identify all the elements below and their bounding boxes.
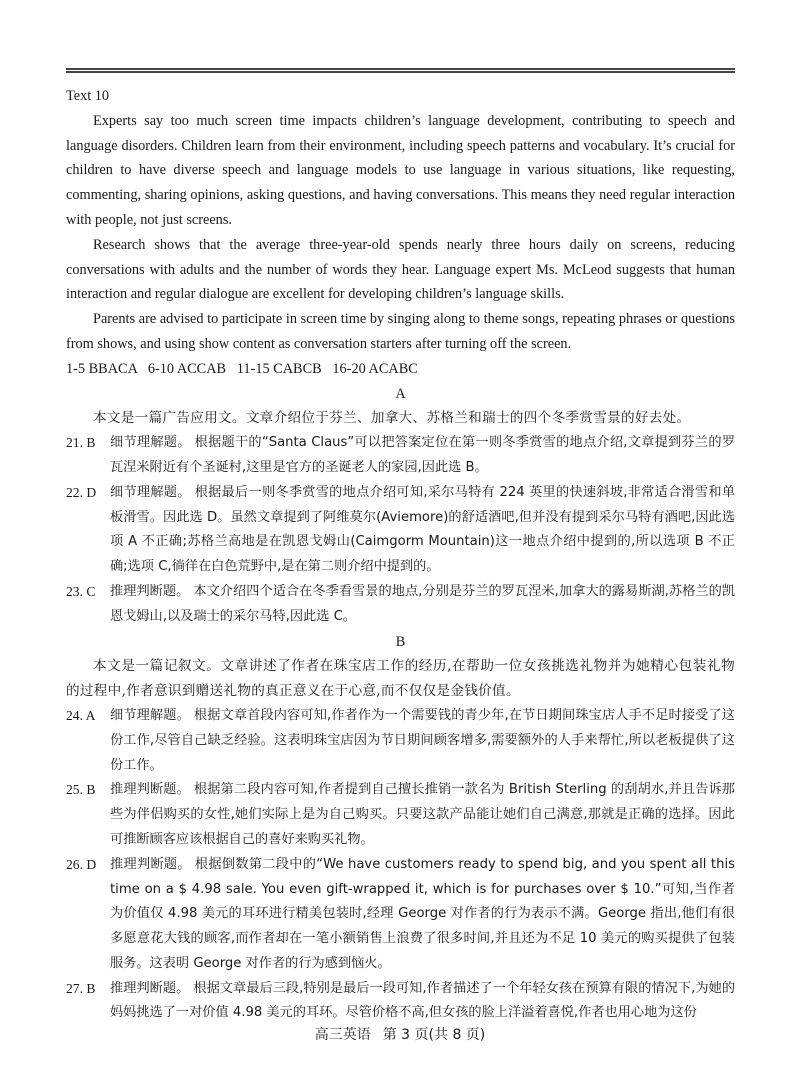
section-a-summary: 本文是一篇广告应用文。文章介绍位于芬兰、加拿大、苏格兰和瑞士的四个冬季赏雪景的好去处。 [93,410,691,427]
explanation-text: 根据最后一则冬季赏雪的地点介绍可知,采尔马特有 224 英里的快速斜坡,非常适合滑雪和单板滑雪。因此选 D。虽然文章提到了阿维莫尔(Aviemore)的舒适酒吧,但并没有提到采尔马特有酒吧,因此选项 A 不正确;苏格兰高地是在凯恩戈姆山(Caimgorm Mountain)这一地点介绍中提到的,所以选项 B 不正确;选项 C,徜徉在白色荒野中,是在第二则介绍中提到的。 [110,484,736,575]
answer-explanation [110,481,735,580]
answer-number: 21. B [66,435,96,451]
section-heading-b: B [395,633,406,650]
question-type: 细节理解题。 [110,484,191,500]
answer-item-21 [66,431,735,481]
answer-explanation [110,853,735,977]
explanation-text: 根据第二段内容可知,作者提到自己擅长推销一款名为 British Sterling 的刮胡水,并且告诉那些为伴侣购买的女性,她们实际上是为自己购买。只要这款产品能让她们自己满意,那就是正确的选择。因此可推断顾客应该根据自己的喜好来购买礼物。 [110,782,735,847]
explanation-text: 根据题干的“Santa Claus”可以把答案定位在第一则冬季赏雪的地点介绍,文章提到芬兰的罗瓦涅米附近有个圣诞村,这里是官方的圣诞老人的家园,因此选 B。 [110,435,736,475]
answer-item-27 [66,977,735,1027]
answer-item-26 [66,853,735,977]
answer-item-24 [66,704,735,778]
answer-number: 25. B [66,782,96,798]
answer-explanation [110,977,735,1027]
answer-item-22 [66,481,735,580]
page-footer [0,1024,800,1044]
explanation-text: 根据文章首段内容可知,作者作为一个需要钱的青少年,在节日期间珠宝店人手不足时接受了这份工作,尽管自己缺乏经验。这表明珠宝店因为节日期间顾客增多,需要额外的人手来帮忙,所以老板提供了这份工作。 [110,707,735,773]
question-type: 推理判断题。 [110,856,191,872]
answer-explanation [110,580,735,630]
explanation-text: 根据倒数第二段中的“We have customers ready to spend big, and you spent all this time on a $ 4.98 sale. You even gift-wrapped it, which is for purchases over $ 10.”可知,当作者为价值仅 4.98 美元的耳环进行精美包装时,经理 George 对作者的行为表示不满。George 指出,他们有很多愿意花大钱的顾客,而作者却在一笔小额销售上浪费了很多时间,并且还为不足 10 美元的购买提供了包装服务。这表明 George 对作者的行为感到恼火。 [110,856,735,971]
document-body [66,84,735,1026]
question-type: 推理判断题。 [110,583,190,599]
answer-item-25 [66,778,735,852]
explanation-text: 根据文章最后三段,特别是最后一段可知,作者描述了一个年轻女孩在预算有限的情况下,为她的妈妈挑选了一对价值 4.98 美元的耳环。尽管价格不高,但女孩的脸上洋溢着喜悦,作者也用心地为这份 [110,980,736,1021]
explanation-text: 本文介绍四个适合在冬季看雪景的地点,分别是芬兰的罗瓦涅米,加拿大的露易斯湖,苏格兰的凯恩戈姆山,以及瑞士的采尔马特,因此选 C。 [110,583,736,624]
question-type: 推理判断题。 [110,782,190,798]
answer-explanation [110,431,735,481]
answer-number: 27. B [66,980,96,996]
text-title: Text 10 [66,88,110,104]
footer-subject: 高三英语 [314,1027,371,1043]
text-paragraph-3: Parents are advised to participate in screen time by singing along to theme songs, repeating phrases or questions from shows, and using show content as conversation starters after turning off the screen. [66,311,735,352]
answer-explanation [110,778,735,852]
section-heading-a: A [395,385,406,402]
section-b-summary: 本文是一篇记叙文。文章讲述了作者在珠宝店工作的经历,在帮助一位女孩挑选礼物并为她精心包装礼物的过程中,作者意识到赠送礼物的真正意义在于心意,而不仅仅是金钱价值。 [66,658,735,700]
answer-item-23 [66,580,735,630]
answer-number: 24. A [66,707,96,723]
question-type: 细节理解题。 [110,435,191,451]
answer-key: 1-5 BBACA 6-10 ACCAB 11-15 CABCB 16-20 ACABC [66,360,418,377]
answer-number: 23. C [66,583,96,599]
answer-number: 26. D [66,856,97,872]
header-double-rule [66,68,735,73]
text-paragraph-1: Experts say too much screen time impacts children’s language development, contributing to speech and language disorders. Children learn from their environment, including speech patterns and vocabulary. It’s crucial for children to have diverse speech and language models to use language in various situations, like requesting, commenting, sharing opinions, asking questions, and having conversations. This means they need regular interaction with people, not just screens. [66,112,735,228]
text-paragraph-2: Research shows that the average three-year-old spends nearly three hours daily on screens, reducing conversations with adults and the number of words they hear. Language expert Ms. McLeod suggests that human interaction and regular dialogue are excellent for developing children’s language skills. [66,236,735,303]
question-type: 推理判断题。 [110,980,190,996]
footer-page-number: 第 3 页(共 8 页) [382,1027,486,1043]
answer-explanation [110,704,735,778]
question-type: 细节理解题。 [110,707,190,723]
answer-number: 22. D [66,484,97,500]
